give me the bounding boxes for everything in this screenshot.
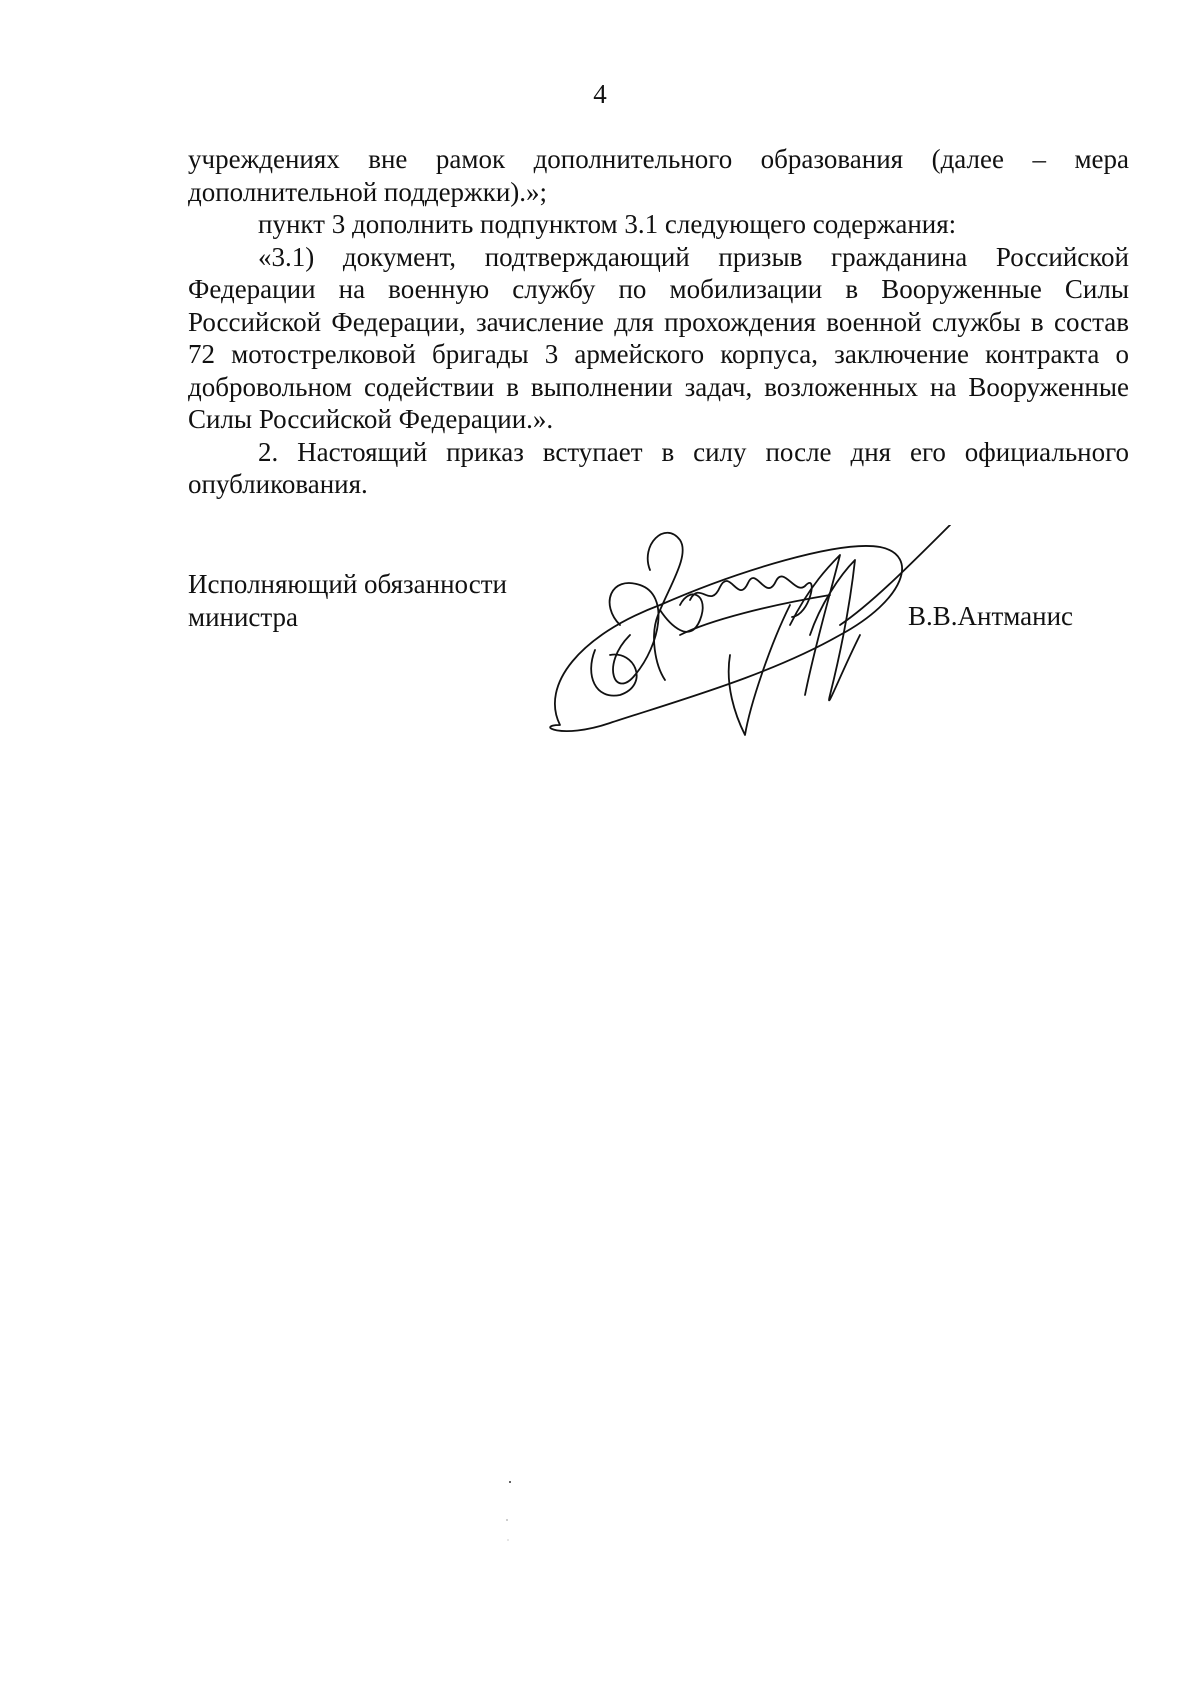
signatory-title-line2: министра [188,601,299,632]
paragraph-effective-date: 2. Настоящий приказ вступает в силу после дня его официального опубликования. [188,436,1129,499]
document-body [188,143,1129,501]
signatory-title [188,568,507,633]
page-number: 4 [593,79,607,109]
paragraph-amendment-intro: пункт 3 дополнить подпунктом 3.1 следующего содержания: [258,209,957,239]
paragraph-subclause-3-1: «3.1) документ, подтверждающий призыв гражданина Российской Федерации на военную службу по мобилизации в Вооруженные Силы Российской Федерации, зачисление для прохождения военной службы в состав 72 мотострелковой бригады 3 армейского корпуса, заключение контракта о добровольном содействии в выполнении задач, возложенных на Вооруженные Силы Российской Федерации.». [188,241,1129,434]
signatory-name: В.В.Антманис [908,601,1074,631]
handwritten-signature-icon [540,525,990,755]
signatory-title-line1: Исполняющий обязанности [188,569,507,599]
paragraph-continuation: учреждениях вне рамок дополнительного образования (далее – мера дополнительной поддержки).»; [188,144,1129,207]
scan-speck-icon [500,1480,520,1560]
